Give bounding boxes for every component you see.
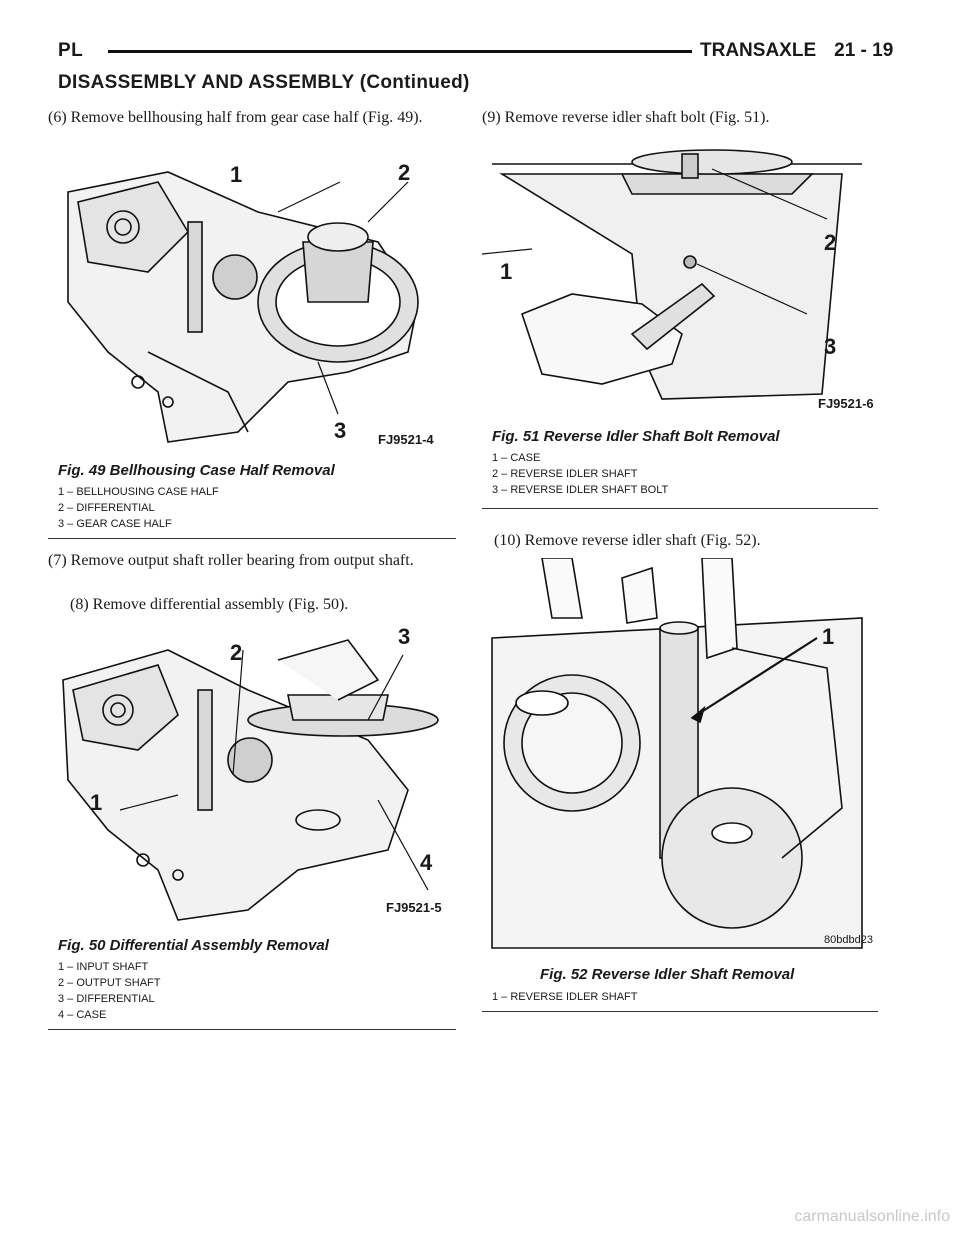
fig49-title: Fig. 49 Bellhousing Case Half Removal [58,462,335,479]
fig52-rule [482,1011,878,1012]
legend-item: 1 – CASE [492,452,541,464]
fig51-callout-1: 1 [500,259,513,284]
fig49-legend [58,484,219,532]
fig52-illustration [482,558,878,960]
fig49-code: FJ9521-4 [378,432,434,447]
fig51-title: Fig. 51 Reverse Idler Shaft Bolt Removal [492,428,780,445]
step-6: (6) Remove bellhousing half from gear case half (Fig. 49). [48,109,423,126]
fig50-callout-4: 4 [420,850,433,875]
fig49-callout-3: 3 [334,418,347,443]
legend-item: 3 – DIFFERENTIAL [58,993,155,1005]
fig50-callout-2: 2 [230,640,243,665]
running-header-left: PL [58,40,84,61]
step-8: (8) Remove differential assembly (Fig. 50). [70,596,349,613]
header-section: TRANSAXLE [700,40,817,61]
fig49-callout-2: 2 [398,160,411,185]
fig50-legend [58,959,160,1023]
fig51-illustration [482,134,878,414]
legend-item: 3 – REVERSE IDLER SHAFT BOLT [492,484,669,496]
watermark: carmanualsonline.info [794,1208,950,1225]
fig50-rule [48,1029,456,1030]
fig49-illustration [48,152,456,458]
header-rule [108,50,692,53]
legend-item: 2 – OUTPUT SHAFT [58,977,161,989]
fig52-code: 80bdbd23 [824,934,873,946]
step-9: (9) Remove reverse idler shaft bolt (Fig. 51). [482,109,770,126]
legend-item: 2 – REVERSE IDLER SHAFT [492,468,638,480]
running-header-right [700,40,893,62]
legend-item: 4 – CASE [58,1009,107,1021]
legend-item: 1 – BELLHOUSING CASE HALF [58,486,219,498]
fig51-code: FJ9521-6 [818,396,874,411]
step-7: (7) Remove output shaft roller bearing from output shaft. [48,552,414,569]
fig50-callout-3: 3 [398,624,411,649]
fig49-callout-1: 1 [230,162,243,187]
section-title: DISASSEMBLY AND ASSEMBLY (Continued) [58,72,470,93]
fig51-callout-3: 3 [824,334,837,359]
legend-item: 1 – INPUT SHAFT [58,961,149,973]
fig52-callout-1: 1 [822,624,835,649]
legend-item: 3 – GEAR CASE HALF [58,518,172,530]
fig52-legend [492,989,638,1005]
fig49-rule [48,538,456,539]
fig50-title: Fig. 50 Differential Assembly Removal [58,937,329,954]
fig50-illustration [48,620,456,932]
fig52-title: Fig. 52 Reverse Idler Shaft Removal [540,966,795,983]
legend-item: 2 – DIFFERENTIAL [58,502,155,514]
fig51-callout-2: 2 [824,230,837,255]
page-number: 21 - 19 [834,40,894,61]
fig50-callout-1: 1 [90,790,103,815]
step-10: (10) Remove reverse idler shaft (Fig. 52). [494,532,761,549]
fig51-rule [482,508,878,509]
legend-item: 1 – REVERSE IDLER SHAFT [492,991,638,1003]
fig51-legend [492,450,668,498]
fig50-code: FJ9521-5 [386,900,442,915]
